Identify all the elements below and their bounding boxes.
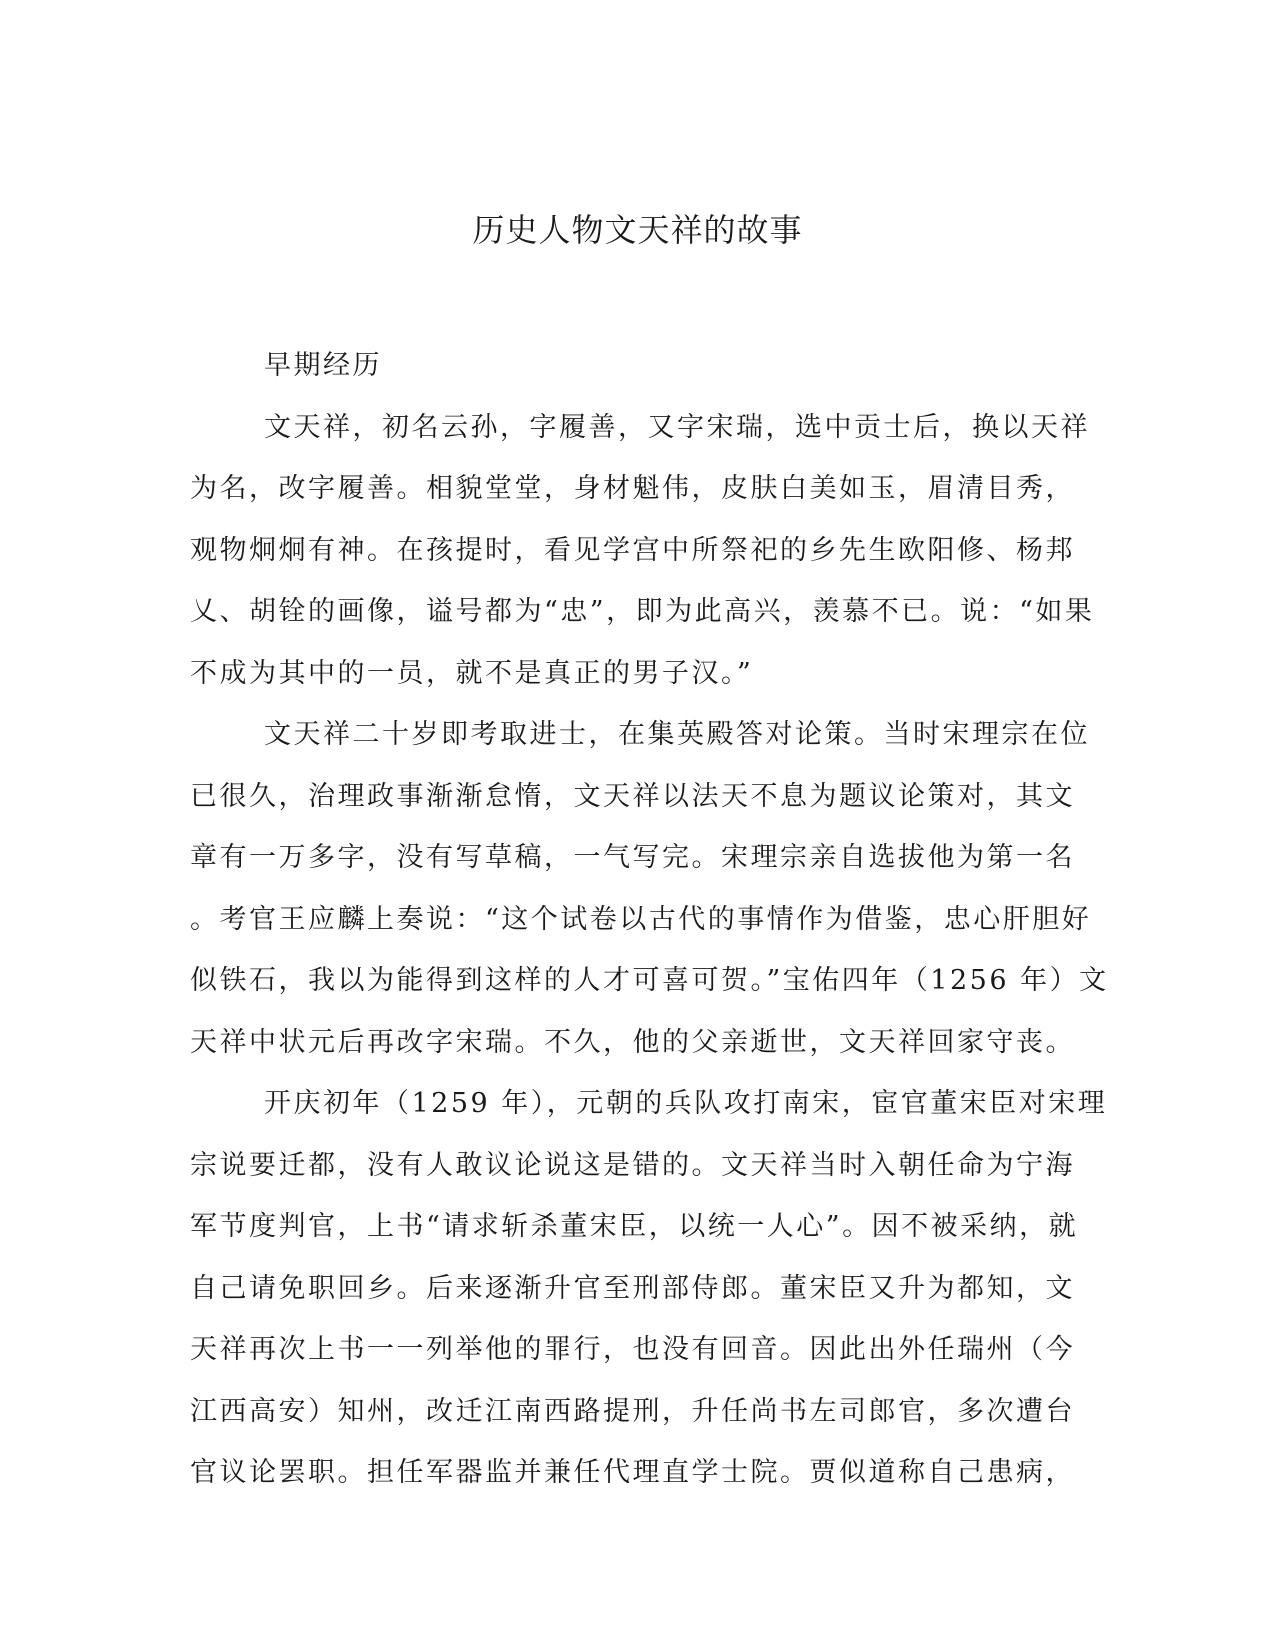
document-body [190,335,1109,1504]
paragraph-line: 乂、胡铨的画像，谥号都为“忠”，即为此高兴，羡慕不已。说：“如果 [190,596,1095,627]
paragraph-line: 天祥中状元后再改字宋瑞。不久，他的父亲逝世，文天祥回家守丧。 [190,1026,1075,1058]
paragraph-2 [190,704,1109,1073]
paragraph-3 [190,1073,1108,1504]
section-heading-block [190,335,1075,397]
paragraph-line: 章有一万多字，没有写草稿，一气写完。宋理宗亲自选拔他为第一名 [190,842,1075,873]
paragraph-line: 似铁石，我以为能得到这样的人才可喜可贺。”宝佑四年（1256 年）文 [190,965,1109,996]
paragraph-line: 军节度判官，上书“请求斩杀董宋臣，以统一人心”。因不被采纳，就 [190,1211,1079,1242]
page-title: 历史人物文天祥的故事 [472,211,803,249]
paragraph-line: 自己请免职回乡。后来逐渐升官至刑部侍郎。董宋臣又升为都知，文 [190,1272,1075,1304]
paragraph-line: 文天祥，初名云孙，字履善，又字宋瑞，选中贡士后，换以天祥 [264,411,1090,443]
section-heading: 早期经历 [264,350,382,381]
paragraph-line: 开庆初年（1259 年），元朝的兵队攻打南宋，宦官董宋臣对宋理 [264,1088,1108,1119]
paragraph-line: 文天祥二十岁即考取进士，在集英殿答对论策。当时宋理宗在位 [264,719,1090,750]
paragraph-line: 为名，改字履善。相貌堂堂，身材魁伟，皮肤白美如玉，眉清目秀， [190,473,1075,504]
paragraph-line: 观物炯炯有神。在孩提时，看见学宫中所祭祀的乡先生欧阳修、杨邦 [190,534,1075,566]
paragraph-line: 官议论罢职。担任军器监并兼任代理直学士院。贾似道称自己患病， [190,1457,1075,1488]
paragraph-1 [190,397,1095,705]
paragraph-line: 宗说要迁都，没有人敢议论说这是错的。文天祥当时入朝任命为宁海 [190,1149,1075,1181]
paragraph-line: 江西高安）知州，改迁江南西路提刑，升任尚书左司郎官，多次遭台 [190,1395,1075,1427]
paragraph-line: 天祥再次上书一一列举他的罪行，也没有回音。因此出外任瑞州（今 [190,1334,1075,1365]
paragraph-line: 不成为其中的一员，就不是真正的男子汉。” [190,657,754,689]
paragraph-line: 。考官王应麟上奏说：“这个试卷以古代的事情作为借鉴，忠心肝胆好 [190,903,1092,935]
paragraph-line: 已很久，治理政事渐渐怠惰，文天祥以法天不息为题议论策对，其文 [190,780,1075,812]
